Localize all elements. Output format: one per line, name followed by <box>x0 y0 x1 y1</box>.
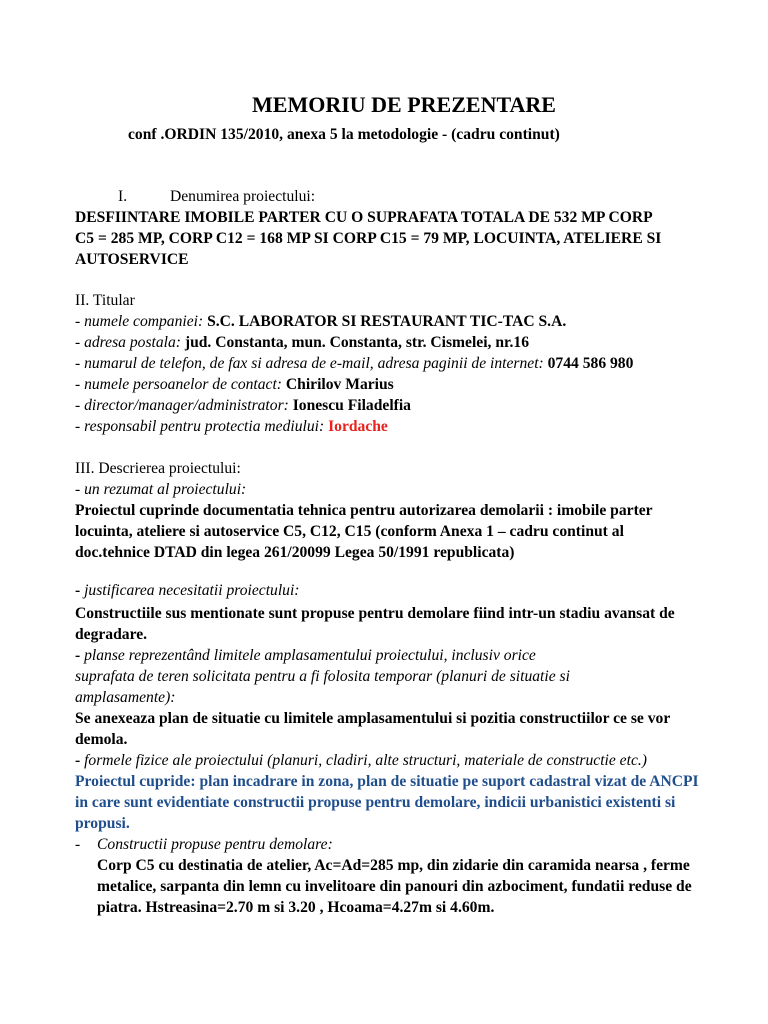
forms-value-line-2: in care sunt evidentiate constructii propuse pentru demolare, indicii urbanistici existenti si <box>75 794 676 811</box>
field-company <box>75 311 566 332</box>
project-name-line-2: C5 = 285 MP, CORP C12 = 168 MP SI CORP C15 = 79 MP, LOCUINTA, ATELIERE SI <box>75 230 662 247</box>
field-value: 0744 586 980 <box>543 355 634 372</box>
demolition-line-1: Corp C5 cu destinatia de atelier, Ac=Ad=285 mp, din zidarie din caramida nearsa , ferme <box>97 857 690 874</box>
summary-label: - un rezumat al proiectului: <box>75 481 247 498</box>
demolition-dash: - <box>75 836 81 853</box>
plans-label-line-3: amplasamente): <box>75 689 176 706</box>
justification-label <box>75 580 299 601</box>
field-value: Chirilov Marius <box>282 376 394 393</box>
field-value: Ionescu Filadelfia <box>288 397 411 414</box>
field-label: - adresa postala: <box>75 334 181 351</box>
list-dash: - <box>75 582 81 599</box>
section-1-heading: Denumirea proiectului: <box>170 188 316 205</box>
field-environment <box>75 416 388 437</box>
demolition-label: Constructii propuse pentru demolare: <box>97 836 333 853</box>
field-label: - numarul de telefon, de fax si adresa de e-mail, adresa paginii de internet: <box>75 355 544 372</box>
demolition-line-3: piatra. Hstreasina=2.70 m si 3.20 , Hcoama=4.27m si 4.60m. <box>97 899 495 916</box>
forms-value-line-1: Proiectul cupride: plan incadrare in zona, plan de situatie pe suport cadastral vizat de ANCPI <box>75 773 699 790</box>
section-1-number: I. <box>118 188 128 205</box>
forms-value-line-3: propusi. <box>75 815 130 832</box>
document-title: MEMORIU DE PREZENTARE <box>252 92 556 117</box>
field-value: S.C. LABORATOR SI RESTAURANT TIC-TAC S.A. <box>203 313 567 330</box>
summary-line-3: doc.tehnice DTAD din legea 261/20099 Legea 50/1991 republicata) <box>75 544 515 561</box>
summary-line-1: Proiectul cuprinde documentatia tehnica pentru autorizarea demolarii : imobile parter <box>75 502 653 519</box>
label-text: formele fizice ale proiectului (planuri, cladiri, alte structuri, materiale de constructie etc.) <box>80 752 647 769</box>
field-contact <box>75 374 394 395</box>
forms-label <box>75 750 647 771</box>
field-label: - numele persoanelor de contact: <box>75 376 282 393</box>
field-phone <box>75 353 633 374</box>
label-text: justificarea necesitatii proiectului: <box>80 582 300 599</box>
plans-value-line-1: Se anexeaza plan de situatie cu limitele amplasamentului si pozitia constructiilor ce se vor <box>75 710 671 727</box>
field-label: - responsabil pentru protectia mediului: <box>75 418 325 435</box>
project-name-line-1: DESFIINTARE IMOBILE PARTER CU O SUPRAFATA TOTALA DE 532 MP CORP <box>75 209 653 226</box>
plans-label-line-1 <box>75 645 536 666</box>
field-value: jud. Constanta, mun. Constanta, str. Cismelei, nr.16 <box>180 334 530 351</box>
justification-line-2: degradare. <box>75 626 148 643</box>
demolition-line-2: metalice, sarpanta din lemn cu invelitoare din panouri din azbociment, fundatii reduse de <box>97 878 692 895</box>
justification-line-1: Constructiile sus mentionate sunt propuse pentru demolare fiind intr-un stadiu avansat de <box>75 605 675 622</box>
field-address <box>75 332 529 353</box>
list-dash: - <box>75 752 81 769</box>
summary-line-2: locuinta, ateliere si autoservice C5, C12, C15 (conform Anexa 1 – cadru continut al <box>75 523 624 540</box>
list-dash: - <box>75 647 81 664</box>
section-2-heading: II. Titular <box>75 292 135 309</box>
label-text: planse reprezentând limitele amplasamentului proiectului, inclusiv orice <box>80 647 536 664</box>
document-subtitle: conf .ORDIN 135/2010, anexa 5 la metodologie - (cadru continut) <box>128 126 560 143</box>
project-name-line-3: AUTOSERVICE <box>75 251 189 268</box>
section-3-heading: III. Descrierea proiectului: <box>75 460 241 477</box>
field-label: - numele companiei: <box>75 313 204 330</box>
plans-value-line-2: demola. <box>75 731 128 748</box>
field-value: Iordache <box>324 418 388 435</box>
field-director <box>75 395 411 416</box>
plans-label-line-2: suprafata de teren solicitata pentru a fi folosita temporar (planuri de situatie si <box>75 668 570 685</box>
field-label: - director/manager/administrator: <box>75 397 289 414</box>
